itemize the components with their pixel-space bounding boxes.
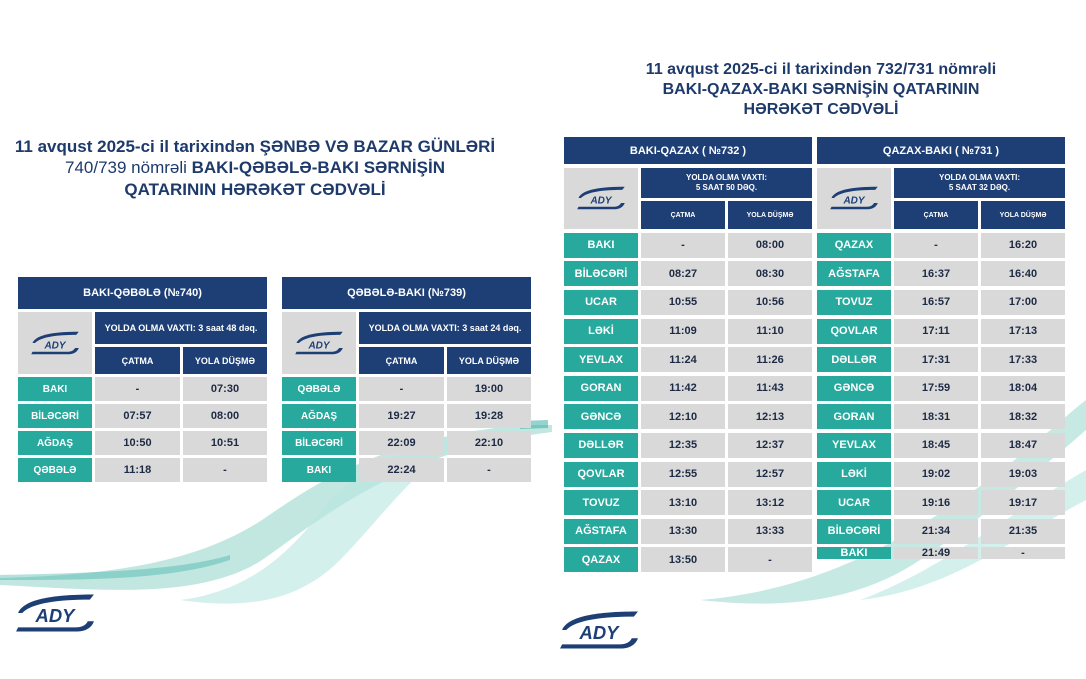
depart-time-cell: 13:33 <box>728 519 812 544</box>
station-cell: AĞDAŞ <box>18 431 92 455</box>
arrive-time-cell: 17:31 <box>894 347 978 372</box>
station-cell: AĞDAŞ <box>282 404 356 428</box>
arrive-time-cell: 21:34 <box>894 519 978 544</box>
logo-text: ADY <box>308 340 330 352</box>
logo-text: ADY <box>579 622 619 644</box>
ady-logo-icon <box>18 312 92 374</box>
arrive-time-cell: 19:27 <box>359 404 444 428</box>
arrive-time-cell: 13:10 <box>641 490 725 515</box>
station-cell: BAKI <box>282 458 356 482</box>
station-cell: QƏBƏLƏ <box>282 377 356 401</box>
depart-time-cell: 10:51 <box>183 431 267 455</box>
timetable-qazax-baki <box>817 137 1065 559</box>
depart-time-cell: 22:10 <box>447 431 531 455</box>
right-title-line2: BAKI-QAZAX-BAKI SƏRNİŞİN QATARININ <box>662 81 980 98</box>
depart-time-cell: 19:00 <box>447 377 531 401</box>
station-cell: LƏKİ <box>564 319 638 344</box>
depart-time-cell: - <box>183 458 267 482</box>
depart-time-cell: 08:00 <box>183 404 267 428</box>
column-header-depart: YOLA DÜŞMƏ <box>981 201 1065 229</box>
arrive-time-cell: 18:45 <box>894 433 978 458</box>
depart-time-cell: 13:12 <box>728 490 812 515</box>
station-cell: BİLƏCƏRİ <box>564 261 638 286</box>
station-cell: TOVUZ <box>564 490 638 515</box>
timetable-baki-qazax <box>564 137 812 572</box>
arrive-time-cell: 16:57 <box>894 290 978 315</box>
logo-text: ADY <box>35 605 75 627</box>
arrive-time-cell: 11:18 <box>95 458 180 482</box>
logo-text: ADY <box>843 196 865 208</box>
station-cell: GORAN <box>564 376 638 401</box>
depart-time-cell: 21:35 <box>981 519 1065 544</box>
station-cell: AĞSTAFA <box>564 519 638 544</box>
depart-time-cell: 08:30 <box>728 261 812 286</box>
depart-time-cell: 17:13 <box>981 319 1065 344</box>
column-header-depart: YOLA DÜŞMƏ <box>728 201 812 229</box>
travel-duration <box>894 168 1065 198</box>
arrive-time-cell: - <box>359 377 444 401</box>
station-cell: BAKI <box>564 233 638 258</box>
depart-time-cell: - <box>981 547 1065 559</box>
ady-logo-icon <box>817 168 891 230</box>
ady-logo-icon <box>282 312 356 374</box>
arrive-time-cell: 13:50 <box>641 547 725 572</box>
depart-time-cell: 17:33 <box>981 347 1065 372</box>
station-cell: TOVUZ <box>817 290 891 315</box>
table-header: QAZAX-BAKI ( №731 ) <box>817 137 1065 164</box>
arrive-time-cell: 12:35 <box>641 433 725 458</box>
ady-brand-logo-left <box>14 590 96 636</box>
arrive-time-cell: 08:27 <box>641 261 725 286</box>
arrive-time-cell: 11:24 <box>641 347 725 372</box>
station-cell: BİLƏCƏRİ <box>282 431 356 455</box>
arrive-time-cell: 13:30 <box>641 519 725 544</box>
station-cell: QAZAX <box>564 547 638 572</box>
logo-text: ADY <box>590 196 612 208</box>
depart-time-cell: - <box>447 458 531 482</box>
table-header: BAKI-QƏBƏLƏ (№740) <box>18 277 267 309</box>
right-schedule-title <box>556 60 1086 120</box>
left-title-days: ŞƏNBƏ VƏ BAZAR GÜNLƏRİ <box>259 137 496 156</box>
arrive-time-cell: 22:09 <box>359 431 444 455</box>
left-title-prefix: 11 avqust 2025-ci il tarixindən <box>14 137 260 156</box>
depart-time-cell: 12:57 <box>728 462 812 487</box>
duration-label: YOLDA OLMA VAXTI: <box>685 173 768 183</box>
depart-time-cell: 11:26 <box>728 347 812 372</box>
ady-logo-icon <box>564 168 638 230</box>
depart-time-cell: 17:00 <box>981 290 1065 315</box>
depart-time-cell: 19:28 <box>447 404 531 428</box>
left-title-line3: QATARININ HƏRƏKƏT CƏDVƏLİ <box>124 179 386 199</box>
arrive-time-cell: 19:02 <box>894 462 978 487</box>
arrive-time-cell: 12:55 <box>641 462 725 487</box>
station-cell: QAZAX <box>817 233 891 258</box>
arrive-time-cell: 22:24 <box>359 458 444 482</box>
right-title-line1: 11 avqust 2025-ci il tarixindən 732/731 nömrəli <box>645 61 997 78</box>
station-cell: GƏNCƏ <box>817 376 891 401</box>
left-title-route: BAKI-QƏBƏLƏ-BAKI SƏRNİŞİN <box>191 158 445 178</box>
right-title-line3: HƏRƏKƏT CƏDVƏLİ <box>743 101 899 118</box>
ady-brand-logo-right <box>558 607 640 653</box>
left-title-number: 740/739 nömrəli <box>64 158 192 178</box>
arrive-time-cell: 18:31 <box>894 404 978 429</box>
duration-label: YOLDA OLMA VAXTI: <box>938 173 1021 183</box>
arrive-time-cell: 10:55 <box>641 290 725 315</box>
station-cell: YEVLAX <box>817 433 891 458</box>
depart-time-cell: 11:43 <box>728 376 812 401</box>
arrive-time-cell: - <box>641 233 725 258</box>
arrive-time-cell: - <box>894 233 978 258</box>
column-header-arrive: ÇATMA <box>359 347 444 374</box>
station-cell: BAKI <box>18 377 92 401</box>
station-cell: DƏLLƏR <box>817 347 891 372</box>
depart-time-cell: 18:32 <box>981 404 1065 429</box>
travel-duration: YOLDA OLMA VAXTI: 3 saat 24 dəq. <box>359 312 531 344</box>
station-cell: UCAR <box>817 490 891 515</box>
column-header-arrive: ÇATMA <box>95 347 180 374</box>
depart-time-cell: - <box>728 547 812 572</box>
arrive-time-cell: 19:16 <box>894 490 978 515</box>
column-header-arrive: ÇATMA <box>894 201 978 229</box>
arrive-time-cell: 17:59 <box>894 376 978 401</box>
column-header-depart: YOLA DÜŞMƏ <box>183 347 267 374</box>
depart-time-cell: 11:10 <box>728 319 812 344</box>
depart-time-cell: 07:30 <box>183 377 267 401</box>
station-cell: BİLƏCƏRİ <box>817 519 891 544</box>
timetable-qebele-baki <box>282 277 531 482</box>
logo-text: ADY <box>44 340 66 352</box>
depart-time-cell: 16:20 <box>981 233 1065 258</box>
table-header: BAKI-QAZAX ( №732 ) <box>564 137 812 164</box>
depart-time-cell: 08:00 <box>728 233 812 258</box>
arrive-time-cell: 17:11 <box>894 319 978 344</box>
station-cell: GORAN <box>817 404 891 429</box>
arrive-time-cell: 10:50 <box>95 431 180 455</box>
travel-duration <box>641 168 812 198</box>
depart-time-cell: 19:03 <box>981 462 1065 487</box>
station-cell: DƏLLƏR <box>564 433 638 458</box>
column-header-arrive: ÇATMA <box>641 201 725 229</box>
depart-time-cell: 18:04 <box>981 376 1065 401</box>
depart-time-cell: 16:40 <box>981 261 1065 286</box>
station-cell: QOVLAR <box>817 319 891 344</box>
arrive-time-cell: 11:09 <box>641 319 725 344</box>
station-cell: BİLƏCƏRİ <box>18 404 92 428</box>
travel-duration: YOLDA OLMA VAXTI: 3 saat 48 dəq. <box>95 312 267 344</box>
arrive-time-cell: 16:37 <box>894 261 978 286</box>
table-header: QƏBƏLƏ-BAKI (№739) <box>282 277 531 309</box>
left-schedule-title <box>0 136 510 200</box>
arrive-time-cell: - <box>95 377 180 401</box>
depart-time-cell: 19:17 <box>981 490 1065 515</box>
station-cell: LƏKİ <box>817 462 891 487</box>
depart-time-cell: 10:56 <box>728 290 812 315</box>
station-cell: AĞSTAFA <box>817 261 891 286</box>
station-cell: QƏBƏLƏ <box>18 458 92 482</box>
timetable-baki-qebele <box>18 277 267 482</box>
station-cell: GƏNCƏ <box>564 404 638 429</box>
arrive-time-cell: 21:49 <box>894 547 978 559</box>
column-header-depart: YOLA DÜŞMƏ <box>447 347 531 374</box>
depart-time-cell: 18:47 <box>981 433 1065 458</box>
arrive-time-cell: 07:57 <box>95 404 180 428</box>
station-cell: UCAR <box>564 290 638 315</box>
arrive-time-cell: 12:10 <box>641 404 725 429</box>
depart-time-cell: 12:13 <box>728 404 812 429</box>
station-cell: YEVLAX <box>564 347 638 372</box>
station-cell: QOVLAR <box>564 462 638 487</box>
duration-value: 5 SAAT 50 DƏQ. <box>695 182 758 192</box>
duration-value: 5 SAAT 32 DƏQ. <box>948 182 1011 192</box>
station-cell: BAKI <box>817 547 891 559</box>
depart-time-cell: 12:37 <box>728 433 812 458</box>
arrive-time-cell: 11:42 <box>641 376 725 401</box>
